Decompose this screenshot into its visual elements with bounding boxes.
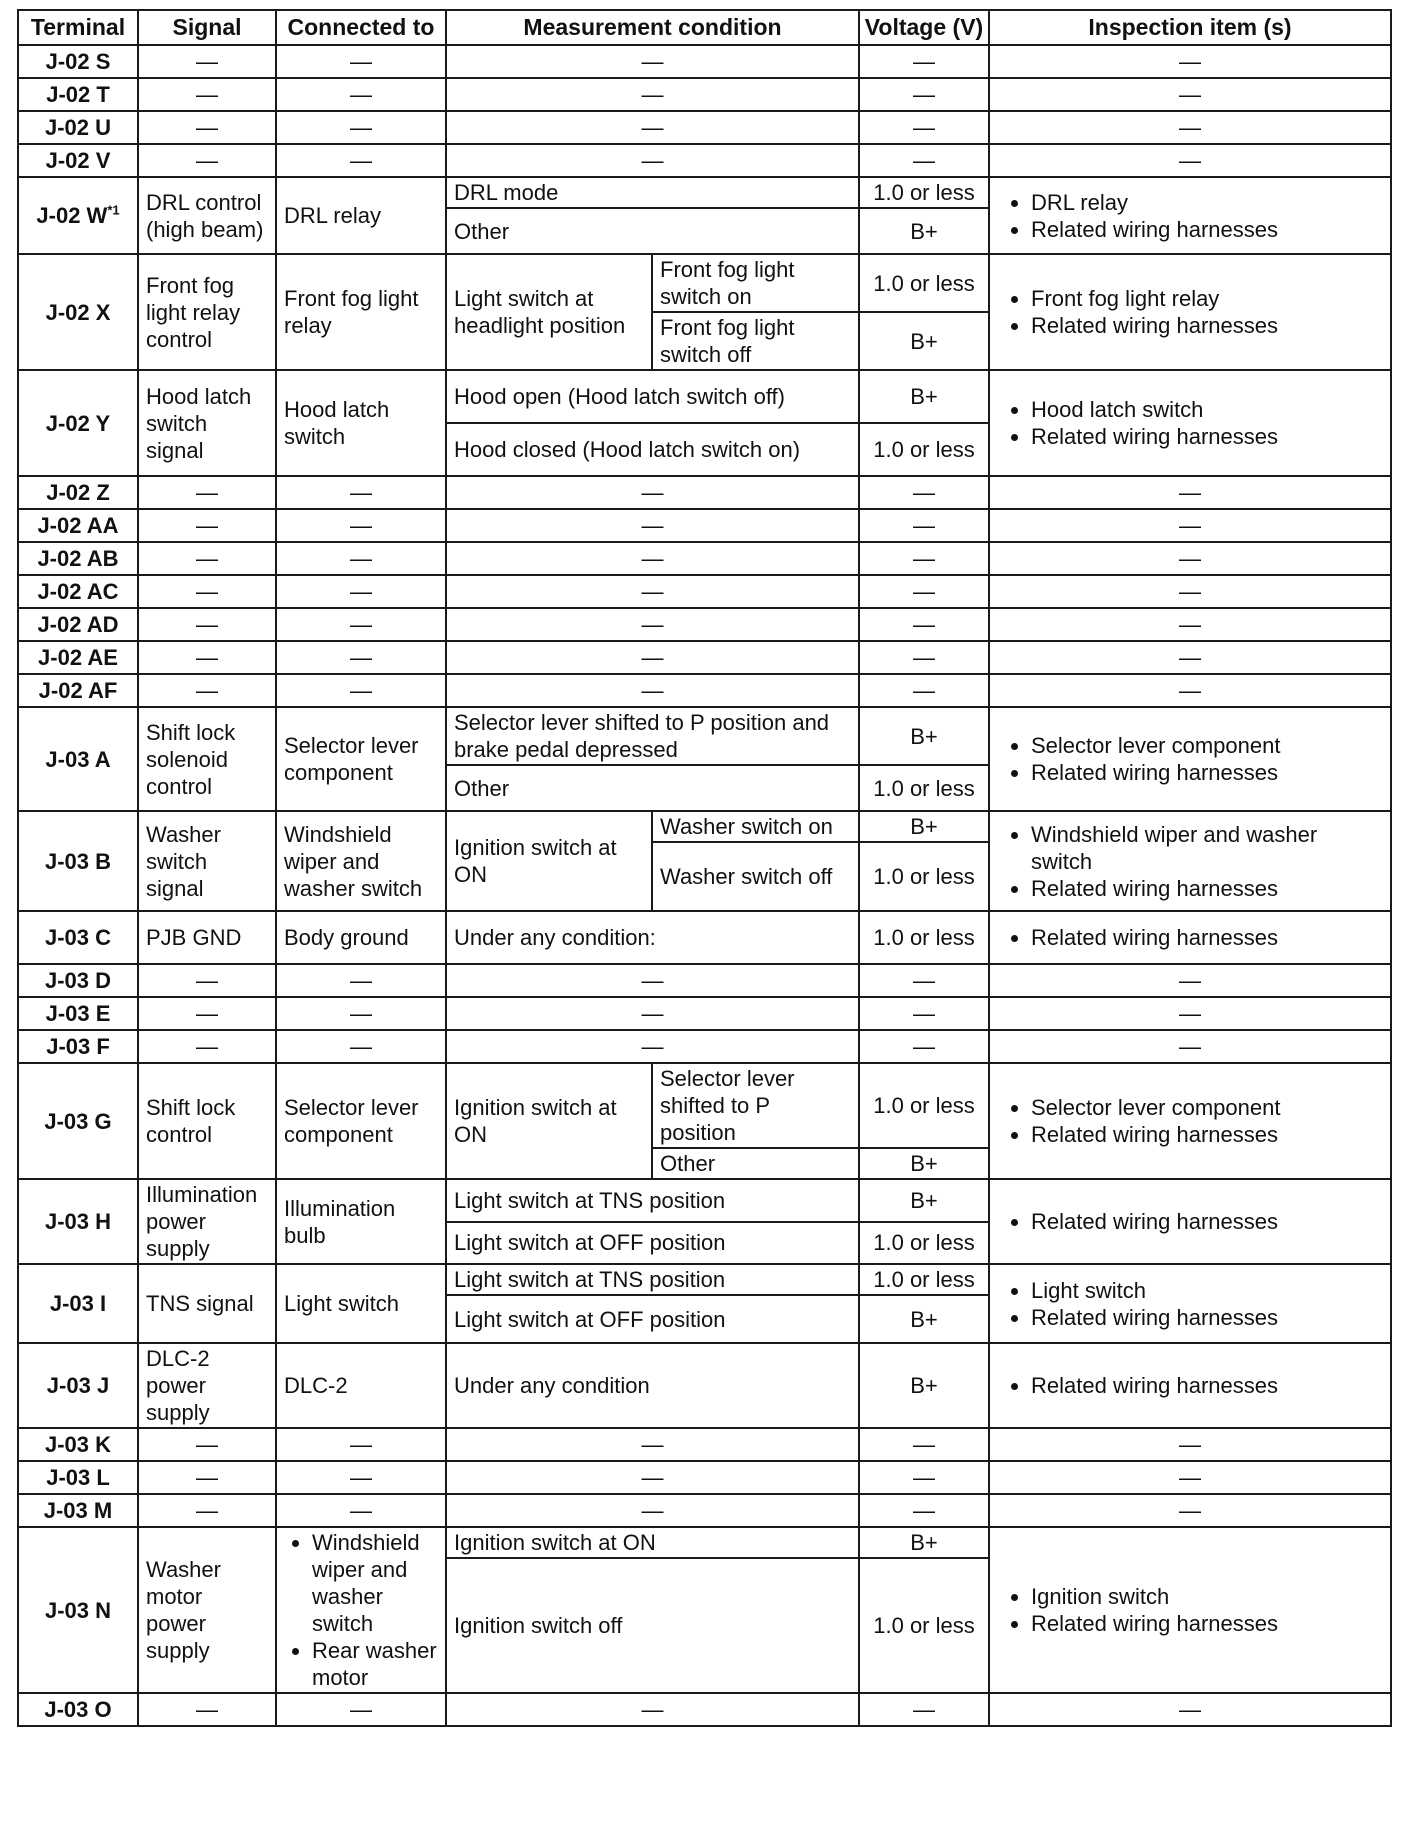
signal-cell: — <box>138 575 276 608</box>
terminal-voltage-table <box>17 9 1392 1727</box>
inspection-cell <box>989 1063 1391 1179</box>
voltage-cell: 1.0 or less <box>859 842 989 911</box>
inspection-list-item: • Related wiring harnesses <box>1031 875 1383 902</box>
voltage-cell: — <box>859 78 989 111</box>
signal-cell: — <box>138 509 276 542</box>
inspection-cell: — <box>989 111 1391 144</box>
voltage-cell: 1.0 or less <box>859 765 989 811</box>
voltage-cell: — <box>859 45 989 78</box>
connected-to-list-item: • Windshield wiper and washer switch <box>312 1529 438 1637</box>
terminal-voltage-table-sheet <box>17 9 1390 1727</box>
inspection-cell: — <box>989 1693 1391 1726</box>
table-row <box>18 1063 1391 1148</box>
terminal-cell: J-02 V <box>18 144 138 177</box>
condition-cell: Under any condition <box>446 1343 859 1428</box>
inspection-cell <box>989 1527 1391 1693</box>
voltage-cell: B+ <box>859 707 989 765</box>
connected-to-cell: — <box>276 509 446 542</box>
voltage-cell: 1.0 or less <box>859 1063 989 1148</box>
signal-cell: — <box>138 144 276 177</box>
inspection-cell: — <box>989 476 1391 509</box>
signal-cell: — <box>138 542 276 575</box>
table-row <box>18 542 1391 575</box>
voltage-cell: 1.0 or less <box>859 1264 989 1295</box>
condition-cell: Other <box>652 1148 859 1179</box>
connected-to-cell: — <box>276 1030 446 1063</box>
inspection-cell <box>989 1179 1391 1264</box>
terminal-label: J-03 N <box>44 1597 112 1623</box>
connected-to-cell: — <box>276 674 446 707</box>
inspection-cell: — <box>989 964 1391 997</box>
inspection-list-item: • Selector lever component <box>1031 732 1383 759</box>
voltage-cell: — <box>859 542 989 575</box>
inspection-cell <box>989 1343 1391 1428</box>
voltage-cell: B+ <box>859 1295 989 1343</box>
voltage-cell: — <box>859 575 989 608</box>
connected-to-cell: — <box>276 45 446 78</box>
table-row <box>18 1179 1391 1222</box>
condition-cell: Front fog light switch on <box>652 254 859 312</box>
voltage-cell: B+ <box>859 208 989 254</box>
signal-cell: — <box>138 45 276 78</box>
condition-cell: Hood closed (Hood latch switch on) <box>446 423 859 476</box>
voltage-cell: 1.0 or less <box>859 423 989 476</box>
inspection-cell: — <box>989 1494 1391 1527</box>
table-row <box>18 1527 1391 1558</box>
terminal-cell <box>18 1264 138 1343</box>
signal-cell: — <box>138 476 276 509</box>
header-row <box>18 10 1391 45</box>
terminal-label: J-03 A <box>45 746 111 772</box>
condition-cell: Washer switch off <box>652 842 859 911</box>
terminal-cell: J-02 T <box>18 78 138 111</box>
connected-to-cell: — <box>276 78 446 111</box>
voltage-cell: — <box>859 509 989 542</box>
inspection-list-item: • Related wiring harnesses <box>1031 1208 1383 1235</box>
condition-cell: — <box>446 1494 859 1527</box>
inspection-cell <box>989 1264 1391 1343</box>
table-row <box>18 641 1391 674</box>
inspection-list <box>997 821 1383 902</box>
inspection-list-item: • Related wiring harnesses <box>1031 759 1383 786</box>
signal-cell: Shift lock solenoid control <box>138 707 276 811</box>
connected-to-cell: Light switch <box>276 1264 446 1343</box>
table-row <box>18 911 1391 964</box>
terminal-cell: J-02 Z <box>18 476 138 509</box>
table-row <box>18 997 1391 1030</box>
terminal-cell: J-02 S <box>18 45 138 78</box>
inspection-cell: — <box>989 1030 1391 1063</box>
condition-cell: — <box>446 78 859 111</box>
voltage-cell: 1.0 or less <box>859 911 989 964</box>
terminal-cell <box>18 1063 138 1179</box>
terminal-cell: J-02 AD <box>18 608 138 641</box>
inspection-list-item: • Selector lever component <box>1031 1094 1383 1121</box>
connected-to-cell: Front fog light relay <box>276 254 446 370</box>
connected-to-list <box>284 1529 438 1691</box>
voltage-cell: 1.0 or less <box>859 1558 989 1693</box>
header-signal: Signal <box>138 10 276 45</box>
inspection-list-item: • Related wiring harnesses <box>1031 1372 1383 1399</box>
connected-to-cell: Windshield wiper and washer switch <box>276 811 446 911</box>
terminal-cell <box>18 1179 138 1264</box>
condition-cell: Selector lever shifted to P position and brake pedal depressed <box>446 707 859 765</box>
terminal-cell <box>18 707 138 811</box>
table-row <box>18 476 1391 509</box>
inspection-cell: — <box>989 575 1391 608</box>
table-row <box>18 1693 1391 1726</box>
connected-to-cell: — <box>276 997 446 1030</box>
voltage-cell: B+ <box>859 811 989 842</box>
inspection-list-item: • Light switch <box>1031 1277 1383 1304</box>
voltage-cell: 1.0 or less <box>859 254 989 312</box>
inspection-cell: — <box>989 641 1391 674</box>
connected-to-cell: — <box>276 111 446 144</box>
table-row <box>18 1264 1391 1295</box>
table-row <box>18 707 1391 765</box>
terminal-cell: J-03 E <box>18 997 138 1030</box>
inspection-cell <box>989 370 1391 476</box>
voltage-cell: — <box>859 1461 989 1494</box>
inspection-list-item: • Related wiring harnesses <box>1031 1304 1383 1331</box>
voltage-cell: — <box>859 608 989 641</box>
condition-cell: — <box>446 476 859 509</box>
signal-cell: — <box>138 1030 276 1063</box>
table-row <box>18 608 1391 641</box>
inspection-list <box>997 396 1383 450</box>
condition-cell: — <box>446 641 859 674</box>
terminal-cell <box>18 911 138 964</box>
inspection-list <box>997 924 1383 951</box>
condition-cell: — <box>446 674 859 707</box>
condition-cell: — <box>446 1030 859 1063</box>
signal-cell: — <box>138 111 276 144</box>
condition-cell: Light switch at OFF position <box>446 1295 859 1343</box>
connected-to-cell: — <box>276 542 446 575</box>
connected-to-cell: DRL relay <box>276 177 446 254</box>
connected-to-cell <box>276 1527 446 1693</box>
voltage-cell: — <box>859 111 989 144</box>
terminal-label: J-03 B <box>44 848 112 874</box>
condition-cell: Light switch at TNS position <box>446 1264 859 1295</box>
table-row <box>18 78 1391 111</box>
table-body <box>18 45 1391 1726</box>
condition-cell: Selector lever shifted to P position <box>652 1063 859 1148</box>
terminal-cell <box>18 370 138 476</box>
condition-cell: — <box>446 111 859 144</box>
condition-cell: — <box>446 964 859 997</box>
connected-to-cell: — <box>276 641 446 674</box>
voltage-cell: — <box>859 1494 989 1527</box>
condition-cell: — <box>446 144 859 177</box>
inspection-cell <box>989 254 1391 370</box>
inspection-list-item: • Related wiring harnesses <box>1031 1121 1383 1148</box>
table-row <box>18 509 1391 542</box>
inspection-list <box>997 1372 1383 1399</box>
terminal-label: J-02 W <box>36 203 108 228</box>
table-row <box>18 964 1391 997</box>
signal-cell: DRL control (high beam) <box>138 177 276 254</box>
table-row <box>18 177 1391 208</box>
condition-cell: — <box>446 608 859 641</box>
condition-cell: — <box>446 542 859 575</box>
inspection-cell: — <box>989 1461 1391 1494</box>
signal-cell: Hood latch switch signal <box>138 370 276 476</box>
condition-cell: Washer switch on <box>652 811 859 842</box>
voltage-cell: B+ <box>859 1343 989 1428</box>
header-terminal: Terminal <box>18 10 138 45</box>
table-row <box>18 674 1391 707</box>
terminal-cell <box>18 811 138 911</box>
condition-cell: Light switch at OFF position <box>446 1222 859 1265</box>
inspection-list-item: • Related wiring harnesses <box>1031 216 1383 243</box>
signal-cell: — <box>138 608 276 641</box>
condition-cell: Front fog light switch off <box>652 312 859 370</box>
terminal-cell: J-02 AF <box>18 674 138 707</box>
inspection-cell <box>989 811 1391 911</box>
inspection-cell: — <box>989 997 1391 1030</box>
terminal-cell <box>18 1527 138 1693</box>
connected-to-cell: — <box>276 1461 446 1494</box>
condition-cell: — <box>446 1693 859 1726</box>
header-inspection-items: Inspection item (s) <box>989 10 1391 45</box>
terminal-cell: J-02 AE <box>18 641 138 674</box>
inspection-list-item: • Windshield wiper and washer switch <box>1031 821 1383 875</box>
inspection-cell: — <box>989 45 1391 78</box>
condition-cell: — <box>446 1461 859 1494</box>
voltage-cell: — <box>859 144 989 177</box>
connected-to-cell: — <box>276 144 446 177</box>
terminal-cell: J-02 AC <box>18 575 138 608</box>
table-row <box>18 144 1391 177</box>
terminal-label: J-02 Y <box>45 410 111 436</box>
condition-cell: — <box>446 1428 859 1461</box>
voltage-cell: — <box>859 997 989 1030</box>
signal-cell: — <box>138 1428 276 1461</box>
inspection-list <box>997 1277 1383 1331</box>
signal-cell: — <box>138 1494 276 1527</box>
inspection-cell <box>989 177 1391 254</box>
inspection-list-item: • Hood latch switch <box>1031 396 1383 423</box>
terminal-label: J-03 H <box>44 1209 112 1234</box>
connected-to-cell: — <box>276 1494 446 1527</box>
voltage-cell: — <box>859 674 989 707</box>
voltage-cell: — <box>859 641 989 674</box>
condition-cell: Other <box>446 765 859 811</box>
inspection-list-item: • Related wiring harnesses <box>1031 423 1383 450</box>
connected-to-cell: — <box>276 608 446 641</box>
terminal-label: J-02 X <box>45 299 111 325</box>
signal-cell: PJB GND <box>138 911 276 964</box>
table-row <box>18 575 1391 608</box>
header-measurement-condition: Measurement condition <box>446 10 859 45</box>
inspection-cell: — <box>989 509 1391 542</box>
condition-cell: — <box>446 509 859 542</box>
signal-cell: DLC-2 power supply <box>138 1343 276 1428</box>
inspection-list <box>997 189 1383 243</box>
inspection-cell: — <box>989 144 1391 177</box>
connected-to-cell: Selector lever component <box>276 707 446 811</box>
voltage-cell: 1.0 or less <box>859 1222 989 1265</box>
terminal-cell: J-03 D <box>18 964 138 997</box>
condition-cell: — <box>446 997 859 1030</box>
inspection-cell: — <box>989 608 1391 641</box>
main-condition-cell: Ignition switch at ON <box>446 1063 652 1179</box>
inspection-list-item: • DRL relay <box>1031 189 1383 216</box>
condition-cell: Ignition switch off <box>446 1558 859 1693</box>
table-row <box>18 811 1391 842</box>
voltage-cell: B+ <box>859 1148 989 1179</box>
terminal-cell <box>18 1343 138 1428</box>
voltage-cell: — <box>859 476 989 509</box>
terminal-label: J-03 I <box>49 1291 107 1316</box>
table-row <box>18 1461 1391 1494</box>
terminal-cell: J-03 M <box>18 1494 138 1527</box>
terminal-cell: J-02 AA <box>18 509 138 542</box>
condition-cell: Hood open (Hood latch switch off) <box>446 370 859 423</box>
terminal-label: J-03 G <box>44 1108 112 1134</box>
voltage-cell: — <box>859 964 989 997</box>
signal-cell: TNS signal <box>138 1264 276 1343</box>
signal-cell: — <box>138 964 276 997</box>
signal-cell: Front fog light relay control <box>138 254 276 370</box>
inspection-cell <box>989 911 1391 964</box>
signal-cell: — <box>138 641 276 674</box>
table-row <box>18 1494 1391 1527</box>
terminal-footnote-mark: *1 <box>107 202 120 218</box>
inspection-list <box>997 1094 1383 1148</box>
table-row <box>18 111 1391 144</box>
table-row <box>18 1343 1391 1428</box>
signal-cell: Washer switch signal <box>138 811 276 911</box>
inspection-list-item: • Related wiring harnesses <box>1031 312 1383 339</box>
inspection-list-item: • Front fog light relay <box>1031 285 1383 312</box>
inspection-cell: — <box>989 1428 1391 1461</box>
condition-cell: — <box>446 45 859 78</box>
signal-cell: Illumination power supply <box>138 1179 276 1264</box>
connected-to-cell: — <box>276 964 446 997</box>
table-row <box>18 1428 1391 1461</box>
table-row <box>18 45 1391 78</box>
condition-cell: Light switch at TNS position <box>446 1179 859 1222</box>
voltage-cell: 1.0 or less <box>859 177 989 208</box>
header-voltage: Voltage (V) <box>859 10 989 45</box>
table-row <box>18 370 1391 423</box>
terminal-cell <box>18 177 138 254</box>
inspection-list-item: • Related wiring harnesses <box>1031 1610 1383 1637</box>
connected-to-cell: — <box>276 1428 446 1461</box>
table-row <box>18 1030 1391 1063</box>
connected-to-cell: Illumination bulb <box>276 1179 446 1264</box>
inspection-list <box>997 1583 1383 1637</box>
connected-to-cell: Hood latch switch <box>276 370 446 476</box>
terminal-cell <box>18 254 138 370</box>
inspection-list-item: • Ignition switch <box>1031 1583 1383 1610</box>
signal-cell: Shift lock control <box>138 1063 276 1179</box>
connected-to-cell: Body ground <box>276 911 446 964</box>
inspection-list <box>997 285 1383 339</box>
inspection-cell: — <box>989 674 1391 707</box>
main-condition-cell: Ignition switch at ON <box>446 811 652 911</box>
signal-cell: Washer motor power supply <box>138 1527 276 1693</box>
terminal-cell: J-03 L <box>18 1461 138 1494</box>
voltage-cell: — <box>859 1693 989 1726</box>
voltage-cell: B+ <box>859 370 989 423</box>
condition-cell: Under any condition: <box>446 911 859 964</box>
terminal-label: J-03 J <box>46 1373 110 1398</box>
terminal-cell: J-03 O <box>18 1693 138 1726</box>
terminal-cell: J-02 AB <box>18 542 138 575</box>
voltage-cell: — <box>859 1030 989 1063</box>
voltage-cell: B+ <box>859 1179 989 1222</box>
connected-to-cell: — <box>276 476 446 509</box>
inspection-list <box>997 1208 1383 1235</box>
inspection-cell <box>989 707 1391 811</box>
terminal-cell: J-02 U <box>18 111 138 144</box>
header-connected-to: Connected to <box>276 10 446 45</box>
connected-to-cell: Selector lever component <box>276 1063 446 1179</box>
inspection-list-item: • Related wiring harnesses <box>1031 924 1383 951</box>
condition-cell: DRL mode <box>446 177 859 208</box>
signal-cell: — <box>138 997 276 1030</box>
inspection-cell: — <box>989 78 1391 111</box>
connected-to-cell: — <box>276 575 446 608</box>
connected-to-cell: — <box>276 1693 446 1726</box>
terminal-label: J-03 C <box>44 925 112 950</box>
terminal-cell: J-03 F <box>18 1030 138 1063</box>
connected-to-list-item: • Rear washer motor <box>312 1637 438 1691</box>
inspection-cell: — <box>989 542 1391 575</box>
signal-cell: — <box>138 1693 276 1726</box>
signal-cell: — <box>138 674 276 707</box>
voltage-cell: — <box>859 1428 989 1461</box>
terminal-cell: J-03 K <box>18 1428 138 1461</box>
main-condition-cell: Light switch at headlight position <box>446 254 652 370</box>
table-row <box>18 254 1391 312</box>
voltage-cell: B+ <box>859 1527 989 1558</box>
signal-cell: — <box>138 78 276 111</box>
condition-cell: Other <box>446 208 859 254</box>
condition-cell: — <box>446 575 859 608</box>
signal-cell: — <box>138 1461 276 1494</box>
voltage-cell: B+ <box>859 312 989 370</box>
inspection-list <box>997 732 1383 786</box>
connected-to-cell: DLC-2 <box>276 1343 446 1428</box>
condition-cell: Ignition switch at ON <box>446 1527 859 1558</box>
